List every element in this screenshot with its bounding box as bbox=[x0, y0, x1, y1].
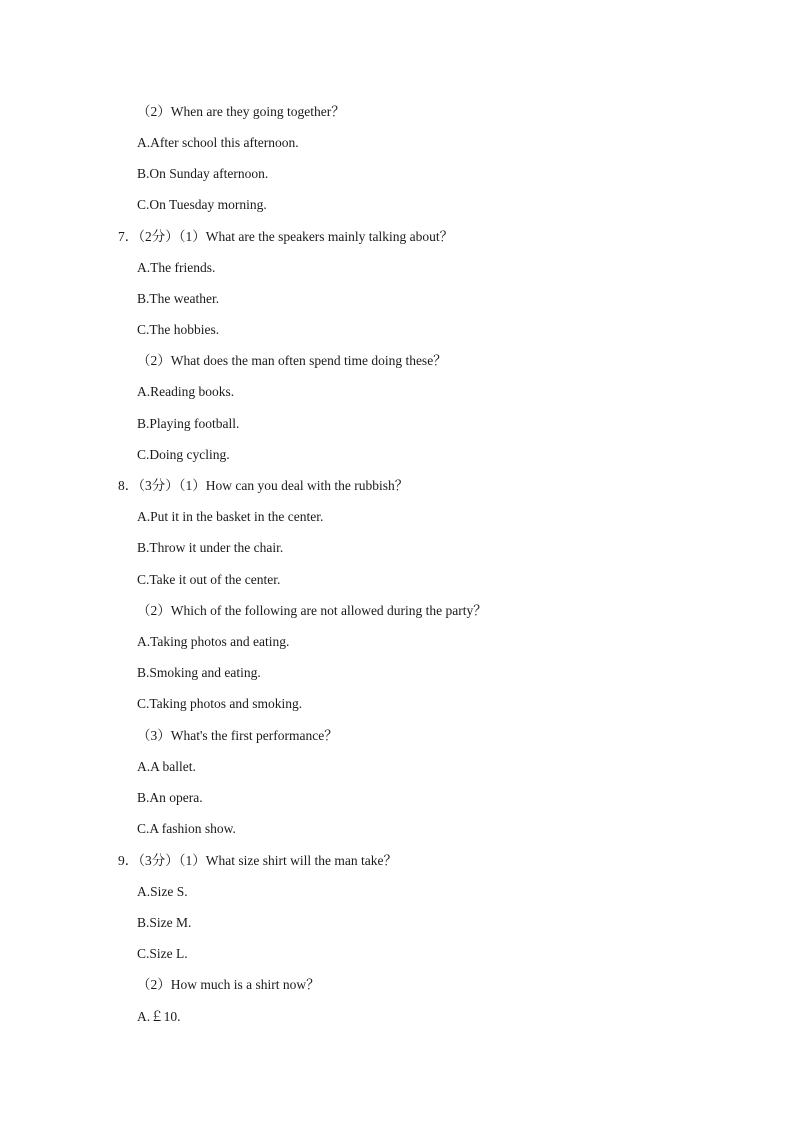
option-8-3-c: C.A fashion show. bbox=[137, 821, 236, 836]
option-7-1-b: B.The weather. bbox=[137, 291, 220, 306]
subquestion-6-2: （2）When are they going together？ bbox=[137, 104, 345, 119]
option-6-2-c: C.On Tuesday morning. bbox=[137, 197, 267, 212]
option-8-3-a: A.A ballet. bbox=[137, 759, 196, 774]
question-9: 9．（3分）（1）What size shirt will the man take？ bbox=[118, 853, 397, 868]
option-7-2-a: A.Reading books. bbox=[137, 384, 235, 399]
option-8-2-a: A.Taking photos and eating. bbox=[137, 634, 290, 649]
option-8-3-b: B.An opera. bbox=[137, 790, 203, 805]
subquestion-8-3: （3）What's the first performance？ bbox=[137, 728, 338, 743]
option-8-2-c: C.Taking photos and smoking. bbox=[137, 696, 303, 711]
option-8-1-b: B.Throw it under the chair. bbox=[137, 540, 284, 555]
option-7-1-c: C.The hobbies. bbox=[137, 322, 220, 337]
subquestion-7-2: （2）What does the man often spend time doing these？ bbox=[137, 353, 447, 368]
subquestion-9-2: （2）How much is a shirt now？ bbox=[137, 977, 320, 992]
option-7-1-a: A.The friends. bbox=[137, 260, 216, 275]
option-9-2-a: A.￡10. bbox=[137, 1009, 181, 1024]
question-8: 8．（3分）（1）How can you deal with the rubbish？ bbox=[118, 478, 409, 493]
option-7-2-b: B.Playing football. bbox=[137, 416, 240, 431]
option-9-1-a: A.Size S. bbox=[137, 884, 188, 899]
option-9-1-b: B.Size M. bbox=[137, 915, 192, 930]
option-8-1-c: C.Take it out of the center. bbox=[137, 572, 281, 587]
question-7: 7．（2分）（1）What are the speakers mainly talking about？ bbox=[118, 229, 454, 244]
option-7-2-c: C.Doing cycling. bbox=[137, 447, 230, 462]
option-8-2-b: B.Smoking and eating. bbox=[137, 665, 261, 680]
option-6-2-b: B.On Sunday afternoon. bbox=[137, 166, 269, 181]
option-8-1-a: A.Put it in the basket in the center. bbox=[137, 509, 324, 524]
option-6-2-a: A.After school this afternoon. bbox=[137, 135, 299, 150]
option-9-1-c: C.Size L. bbox=[137, 946, 188, 961]
subquestion-8-2: （2）Which of the following are not allowed during the party？ bbox=[137, 603, 487, 618]
